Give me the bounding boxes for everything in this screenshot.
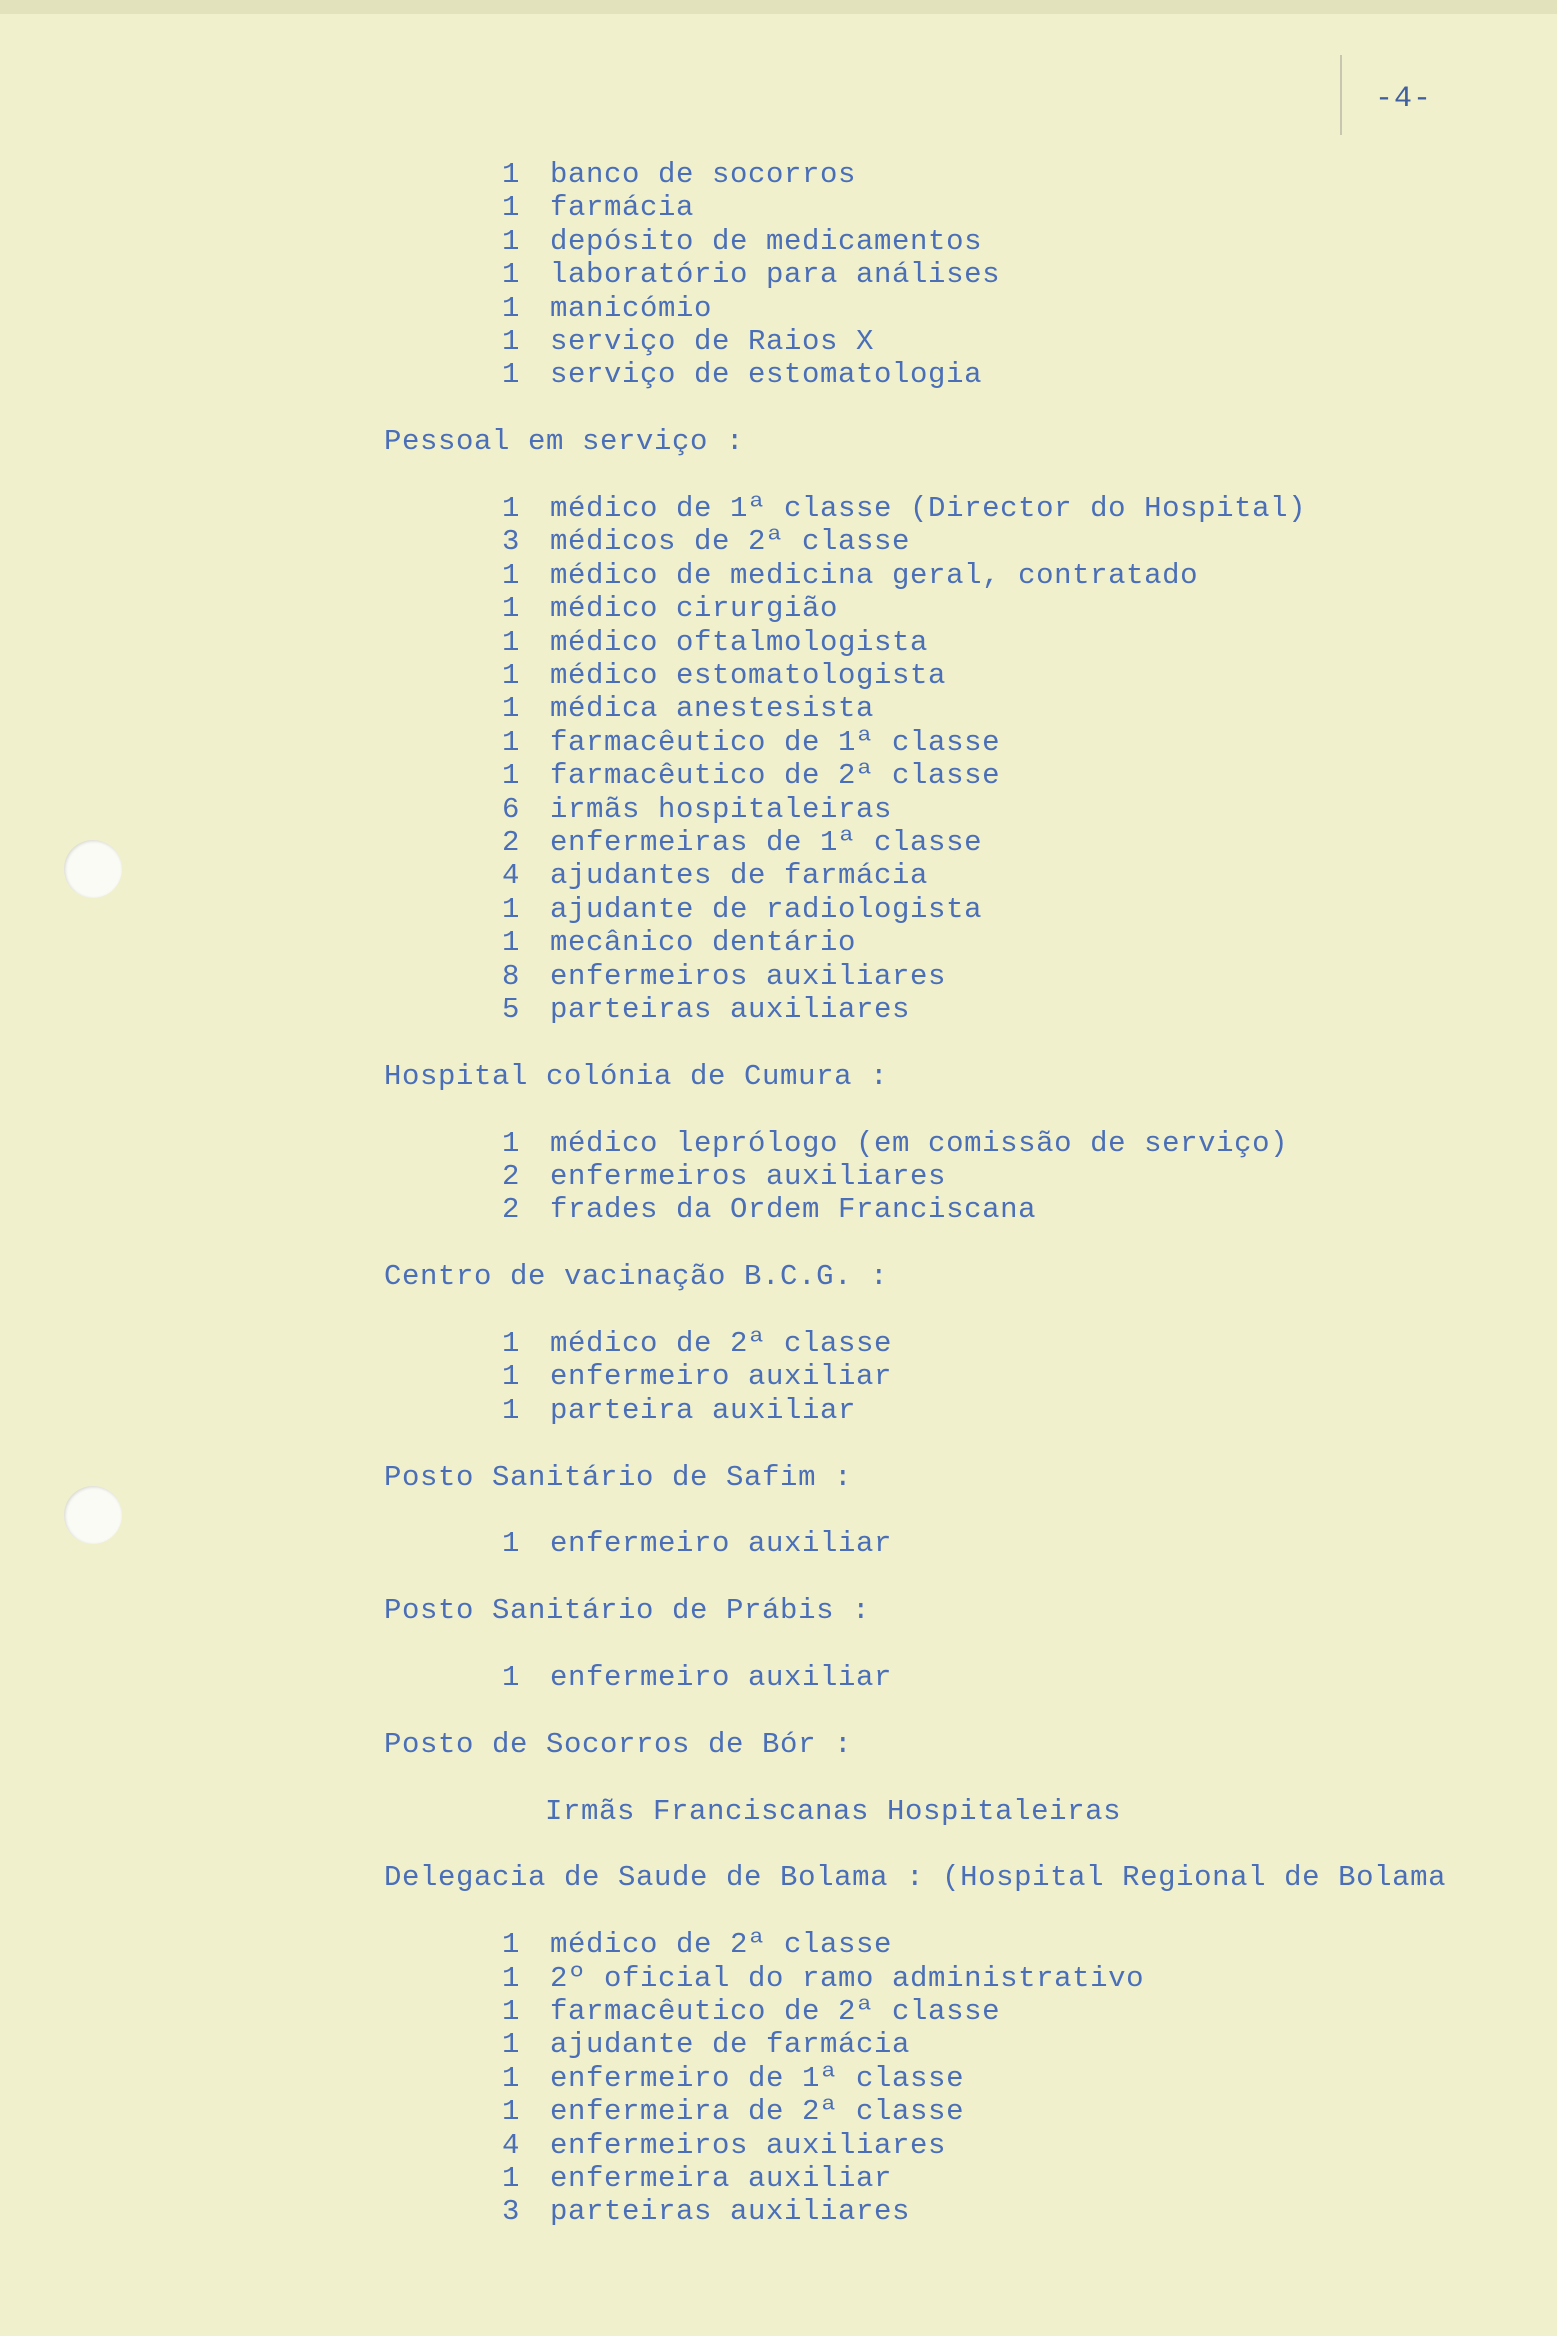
- list-item: [502, 759, 1000, 793]
- list-item: [502, 1527, 892, 1561]
- item-quantity: 2: [502, 1160, 521, 1193]
- punch-hole-icon: [64, 840, 122, 898]
- item-text: enfermeiro auxiliar: [532, 1527, 893, 1561]
- list-item: [502, 2062, 964, 2096]
- item-quantity: 4: [502, 859, 521, 893]
- item-text: médico de 2ª classe: [532, 1928, 893, 1962]
- list-item: [502, 1928, 892, 1962]
- item-quantity: 1: [502, 1527, 521, 1561]
- item-text: laboratório para análises: [532, 258, 1001, 292]
- list-item: [502, 993, 910, 1027]
- section-heading: Centro de vacinação B.C.G. :: [384, 1260, 889, 1294]
- list-item: [502, 2129, 946, 2163]
- list-item: [502, 225, 982, 259]
- item-quantity: 1: [502, 1393, 521, 1427]
- list-item: [502, 826, 982, 860]
- item-text: enfermeira auxiliar: [532, 2162, 893, 2195]
- item-quantity: 1: [502, 592, 521, 626]
- item-text: parteira auxiliar: [532, 1393, 857, 1427]
- item-text: depósito de medicamentos: [532, 224, 983, 258]
- item-text: ajudante de radiologista: [532, 892, 983, 926]
- list-item: [502, 626, 928, 660]
- item-text: farmácia: [532, 191, 695, 225]
- list-item: [502, 325, 874, 359]
- item-text: enfermeiro de 1ª classe: [532, 2061, 965, 2095]
- section-note: Irmãs Franciscanas Hospitaleiras: [545, 1794, 1122, 1828]
- item-quantity: 1: [502, 325, 521, 358]
- item-quantity: 2: [502, 1193, 521, 1227]
- item-text: farmacêutico de 2ª classe: [532, 759, 1001, 793]
- item-text: médico estomatologista: [532, 659, 947, 692]
- item-quantity: 1: [502, 1961, 521, 1995]
- item-quantity: 1: [502, 158, 521, 191]
- list-item: [502, 2095, 964, 2129]
- item-quantity: 1: [502, 1126, 521, 1160]
- list-item: [502, 1962, 1144, 1996]
- item-text: parteiras auxiliares: [532, 993, 911, 1026]
- item-text: enfermeiras de 1ª classe: [532, 826, 983, 859]
- item-text: médico de medicina geral, contratado: [532, 558, 1199, 592]
- list-item: [502, 1127, 1288, 1161]
- list-item: [502, 1327, 892, 1361]
- item-quantity: 1: [502, 1327, 521, 1360]
- item-text: 2º oficial do ramo administrativo: [532, 1961, 1145, 1995]
- item-quantity: 1: [502, 692, 521, 726]
- item-quantity: 5: [502, 993, 521, 1026]
- list-item: [502, 960, 946, 994]
- section-heading: Posto de Socorros de Bór :: [384, 1727, 853, 1761]
- list-item: [502, 859, 928, 893]
- list-item: [502, 191, 694, 225]
- item-text: parteiras auxiliares: [532, 2195, 911, 2229]
- item-quantity: 4: [502, 2128, 521, 2162]
- list-item: [502, 726, 1000, 760]
- item-text: enfermeiros auxiliares: [532, 959, 947, 993]
- list-item: [502, 692, 874, 726]
- item-quantity: 1: [502, 2095, 521, 2129]
- item-text: farmacêutico de 1ª classe: [532, 725, 1001, 759]
- list-item: [502, 492, 1306, 526]
- paper-edge: [0, 0, 1557, 14]
- item-text: médico cirurgião: [532, 592, 839, 626]
- item-quantity: 1: [502, 492, 521, 525]
- list-item: [502, 258, 1000, 292]
- item-quantity: 8: [502, 959, 521, 993]
- item-text: irmãs hospitaleiras: [532, 792, 893, 826]
- item-text: ajudantes de farmácia: [532, 859, 929, 893]
- item-quantity: 3: [502, 2195, 521, 2229]
- item-quantity: 1: [502, 1661, 521, 1694]
- list-item: [502, 926, 856, 960]
- item-text: serviço de estomatologia: [532, 358, 983, 392]
- section-heading: Posto Sanitário de Safim :: [384, 1460, 853, 1494]
- list-item: [502, 793, 892, 827]
- item-text: enfermeiros auxiliares: [532, 2128, 947, 2162]
- item-quantity: 1: [502, 191, 521, 225]
- item-text: enfermeiros auxiliares: [532, 1160, 947, 1193]
- item-text: ajudante de farmácia: [532, 2028, 911, 2062]
- page-number: -4-: [1375, 82, 1433, 116]
- list-item: [502, 1394, 856, 1428]
- list-item: [502, 292, 712, 326]
- item-text: banco de socorros: [532, 158, 857, 191]
- list-item: [502, 2028, 910, 2062]
- item-quantity: 1: [502, 625, 521, 659]
- list-item: [502, 158, 856, 192]
- item-text: médico leprólogo (em comissão de serviço): [532, 1126, 1289, 1160]
- item-quantity: 1: [502, 1928, 521, 1962]
- list-item: [502, 559, 1198, 593]
- section-heading: Posto Sanitário de Prábis :: [384, 1594, 871, 1628]
- item-quantity: 1: [502, 2162, 521, 2195]
- item-text: enfermeiro auxiliar: [532, 1661, 893, 1694]
- item-quantity: 6: [502, 792, 521, 826]
- item-quantity: 3: [502, 525, 521, 559]
- item-quantity: 1: [502, 725, 521, 759]
- item-quantity: 1: [502, 558, 521, 592]
- item-text: serviço de Raios X: [532, 325, 875, 358]
- item-quantity: 1: [502, 1995, 521, 2028]
- list-item: [502, 1160, 946, 1194]
- item-quantity: 1: [502, 291, 521, 325]
- list-item: [502, 2162, 892, 2196]
- list-item: [502, 659, 946, 693]
- item-quantity: 1: [502, 759, 521, 793]
- list-item: [502, 1661, 892, 1695]
- item-quantity: 1: [502, 926, 521, 960]
- item-text: frades da Ordem Franciscana: [532, 1193, 1037, 1227]
- punch-hole-icon: [64, 1486, 122, 1544]
- list-item: [502, 1995, 1000, 2029]
- item-text: médicos de 2ª classe: [532, 525, 911, 559]
- item-text: médico de 1ª classe (Director do Hospital): [532, 492, 1307, 525]
- item-quantity: 1: [502, 2061, 521, 2095]
- item-text: farmacêutico de 2ª classe: [532, 1995, 1001, 2028]
- list-item: [502, 1193, 1036, 1227]
- section-heading: Pessoal em serviço :: [384, 425, 745, 459]
- item-text: enfermeiro auxiliar: [532, 1360, 893, 1394]
- item-quantity: 1: [502, 892, 521, 926]
- item-text: médica anestesista: [532, 692, 875, 726]
- item-text: médico oftalmologista: [532, 625, 929, 659]
- section-heading: Hospital colónia de Cumura :: [384, 1059, 889, 1093]
- list-item: [502, 893, 982, 927]
- list-item: [502, 592, 838, 626]
- item-text: médico de 2ª classe: [532, 1327, 893, 1360]
- item-quantity: 1: [502, 1360, 521, 1394]
- section-heading: Delegacia de Saude de Bolama : (Hospital Regional de Bolama: [384, 1861, 1447, 1895]
- list-item: [502, 525, 910, 559]
- item-quantity: 1: [502, 258, 521, 292]
- item-text: enfermeira de 2ª classe: [532, 2095, 965, 2129]
- list-item: [502, 1360, 892, 1394]
- item-quantity: 1: [502, 2028, 521, 2062]
- list-item: [502, 358, 982, 392]
- item-quantity: 2: [502, 826, 521, 859]
- pencil-mark: [1340, 55, 1342, 135]
- item-text: manicómio: [532, 291, 713, 325]
- list-item: [502, 2195, 910, 2229]
- item-quantity: 1: [502, 659, 521, 692]
- item-text: mecânico dentário: [532, 926, 857, 960]
- item-quantity: 1: [502, 224, 521, 258]
- item-quantity: 1: [502, 358, 521, 392]
